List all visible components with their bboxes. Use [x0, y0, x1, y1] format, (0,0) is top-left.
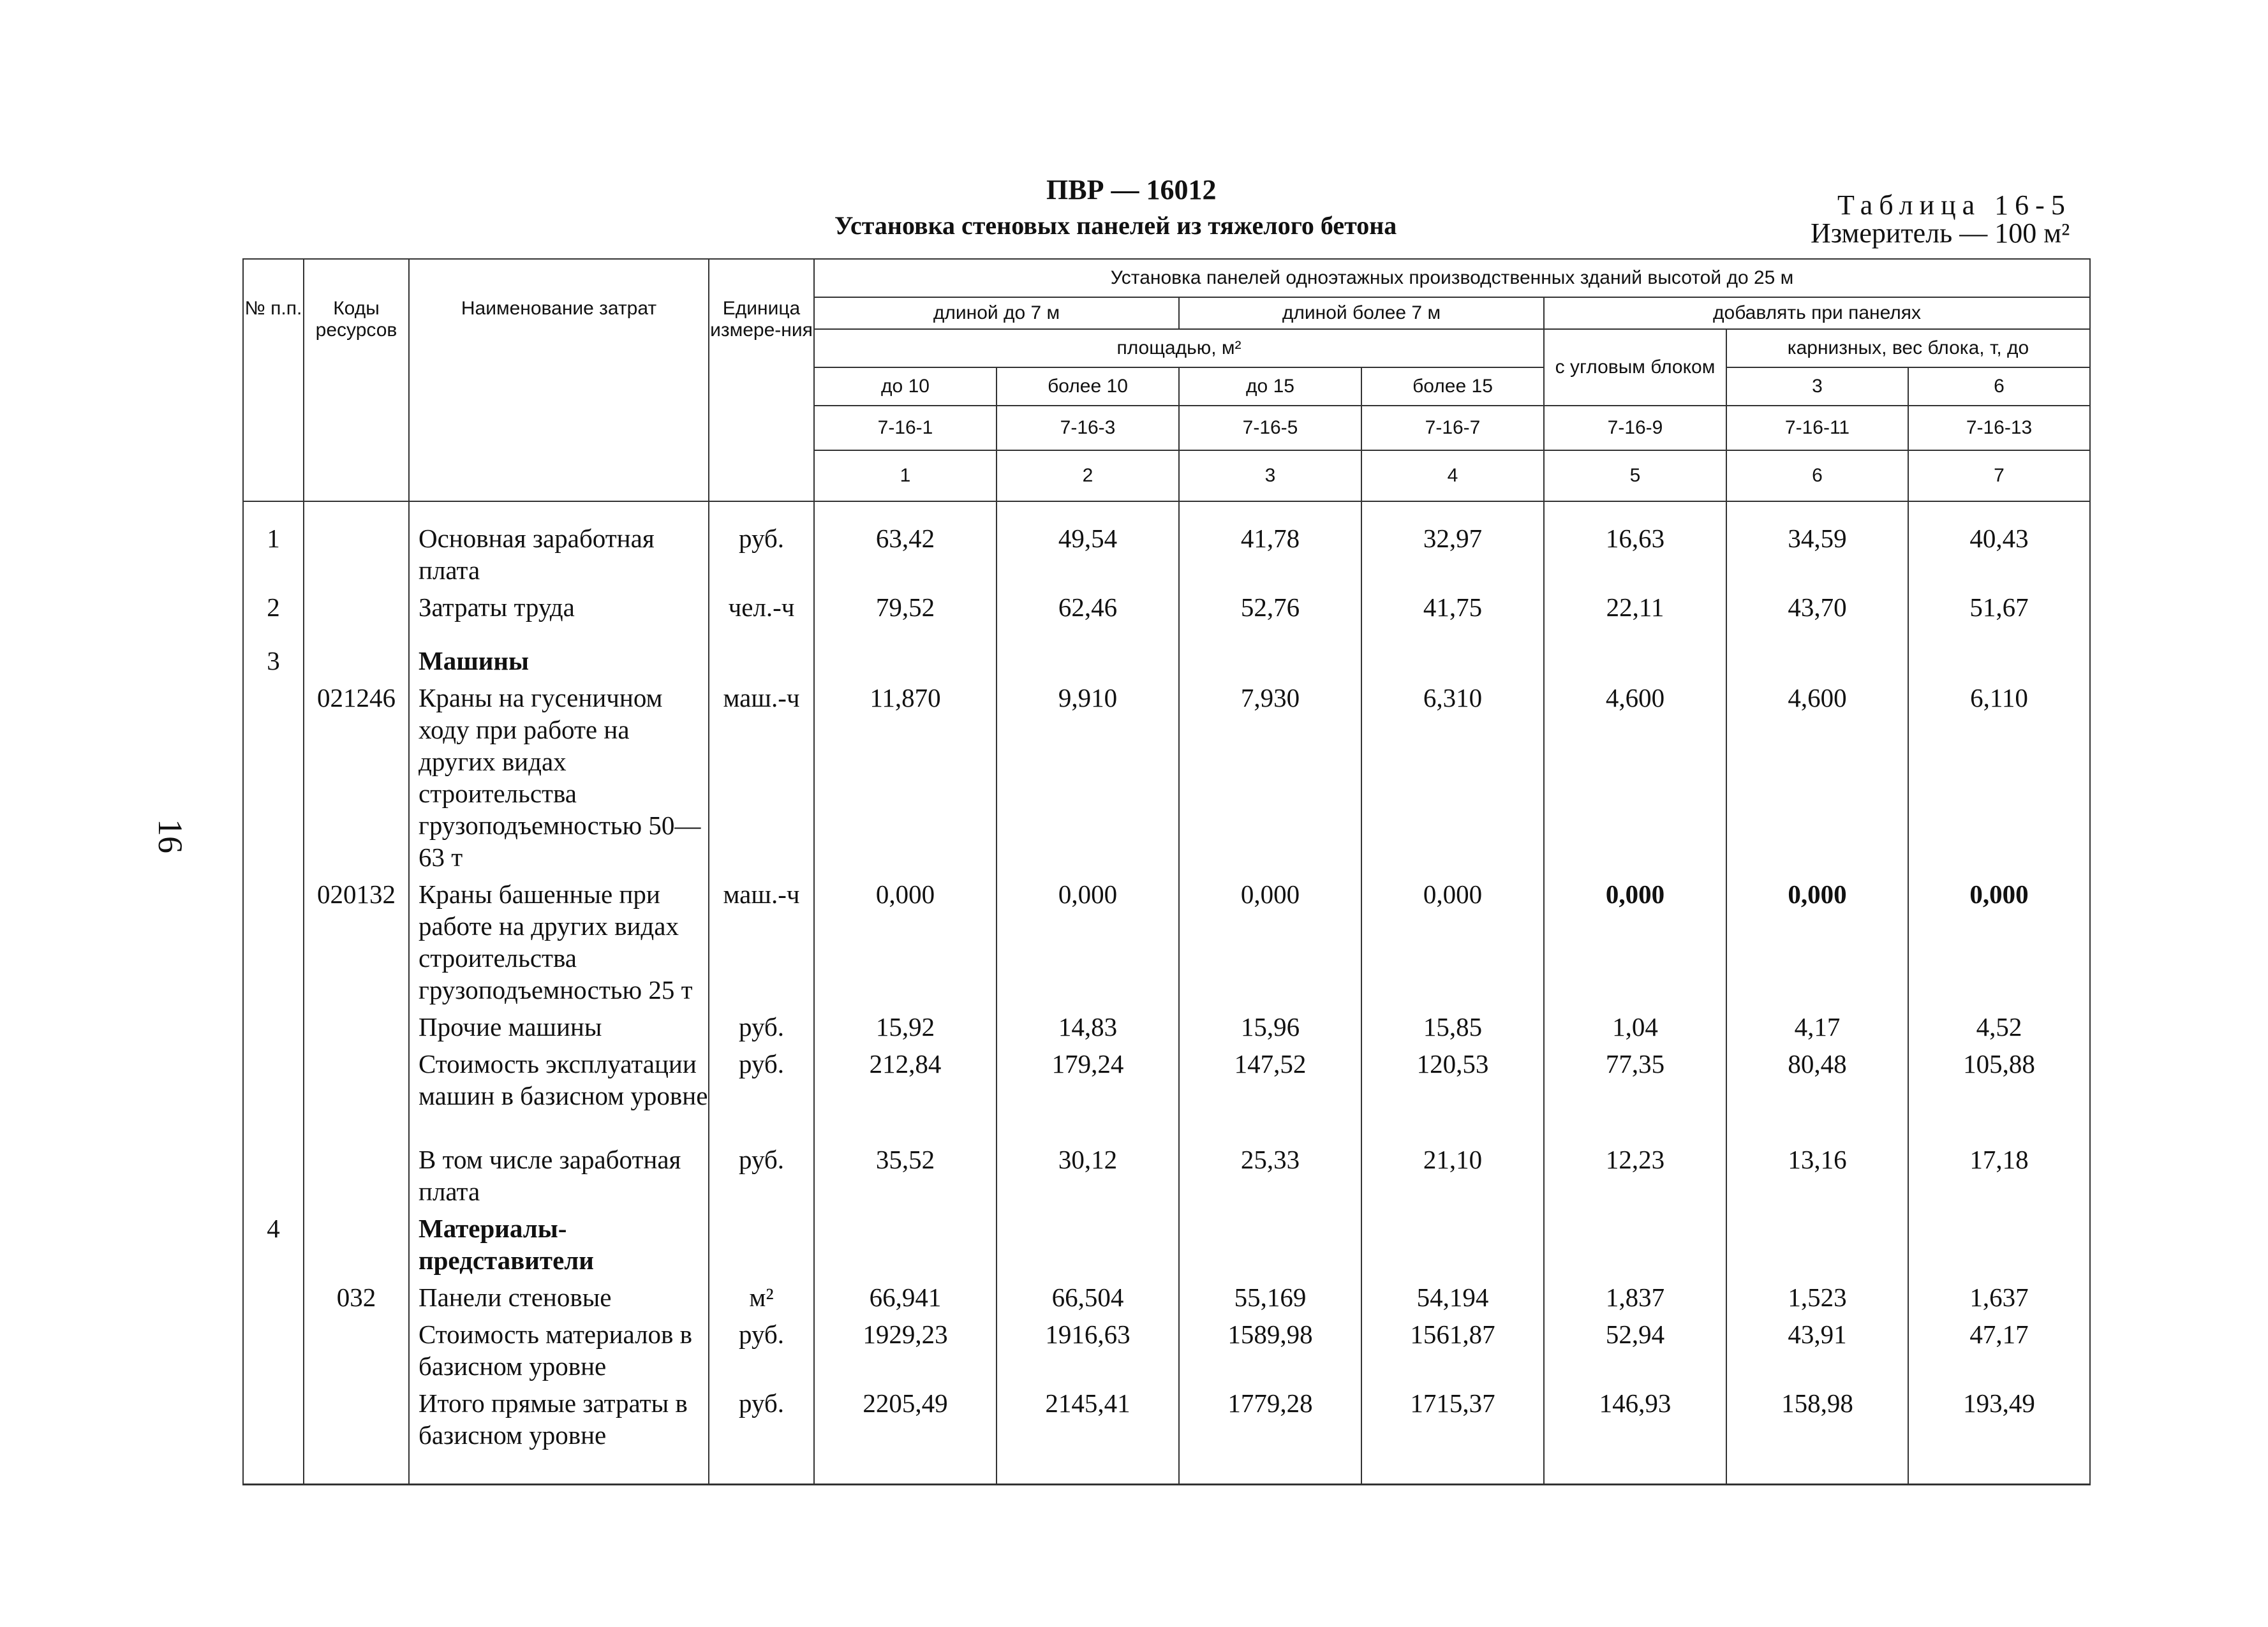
header-cornice-sub: 6: [1908, 367, 2090, 406]
header-sub: более 15: [1361, 367, 1544, 406]
row-number: [243, 1382, 304, 1484]
unit-of-measure: руб.: [709, 1382, 814, 1484]
cell-value: 77,35: [1544, 1043, 1726, 1138]
cost-name: Краны на гусеничном ходу при работе на других видах строительства грузоподъемностью 50—63 т: [409, 677, 709, 873]
header-group-title: Установка панелей одноэтажных производственных зданий высотой до 25 м: [814, 259, 2090, 297]
cell-value: 30,12: [997, 1138, 1179, 1207]
cell-value: [1179, 1207, 1361, 1276]
unit-of-measure: руб.: [709, 501, 814, 586]
cell-value: 147,52: [1179, 1043, 1361, 1138]
section-title: Материалы-представители: [409, 1207, 709, 1276]
cell-value: 1715,37: [1361, 1382, 1544, 1484]
row-number: 2: [243, 586, 304, 640]
cell-value: [1361, 640, 1544, 677]
unit-of-measure: маш.-ч: [709, 873, 814, 1006]
resource-code: [304, 586, 409, 640]
cell-value: [997, 1207, 1179, 1276]
cell-value: [814, 640, 997, 677]
table-row: [243, 873, 2090, 1006]
table-row: [243, 1138, 2090, 1207]
norms-table: [242, 258, 2091, 1485]
header-colnum: 4: [1361, 450, 1544, 501]
resource-code: 020132: [304, 873, 409, 1006]
unit-of-measure: маш.-ч: [709, 677, 814, 873]
header-sub: более 10: [997, 367, 1179, 406]
cell-value: 66,941: [814, 1276, 997, 1313]
cell-value: 158,98: [1726, 1382, 1908, 1484]
cell-value: 79,52: [814, 586, 997, 640]
cell-value: 15,85: [1361, 1006, 1544, 1043]
unit-of-measure: руб.: [709, 1006, 814, 1043]
page-number: 16: [151, 819, 189, 853]
unit-of-measure: [709, 1207, 814, 1276]
header-no: № п.п.: [243, 259, 304, 501]
header-norm-code: 7-16-11: [1726, 406, 1908, 450]
cell-value: 17,18: [1908, 1138, 2090, 1207]
row-number: [243, 1138, 304, 1207]
cell-value: 6,110: [1908, 677, 2090, 873]
header-corner: с угловым блоком: [1544, 329, 1726, 406]
cell-value: [1908, 640, 2090, 677]
cell-value: 0,000: [814, 873, 997, 1006]
table-row: [243, 586, 2090, 640]
resource-code: [304, 1207, 409, 1276]
cell-value: 11,870: [814, 677, 997, 873]
header-sub: до 15: [1179, 367, 1361, 406]
cost-name: Краны башенные при работе на других видах строительства грузоподъемностью 25 т: [409, 873, 709, 1006]
cell-value: 1916,63: [997, 1313, 1179, 1382]
cell-value: [1726, 1207, 1908, 1276]
table-row: [243, 677, 2090, 873]
cell-value: 15,96: [1179, 1006, 1361, 1043]
header-area: площадью, м²: [814, 329, 1544, 367]
cost-name: Стоимость эксплуатации машин в базисном уровне: [409, 1043, 709, 1138]
cost-name: Затраты труда: [409, 586, 709, 640]
cost-name: Прочие машины: [409, 1006, 709, 1043]
cell-value: 21,10: [1361, 1138, 1544, 1207]
unit-of-measure: руб.: [709, 1138, 814, 1207]
unit-of-measure: м²: [709, 1276, 814, 1313]
header-cornice: карнизных, вес блока, т, до: [1726, 329, 2090, 367]
cell-value: 0,000: [1179, 873, 1361, 1006]
cell-value: [814, 1207, 997, 1276]
measure-unit: Измеритель — 100 м²: [1811, 217, 2070, 249]
cell-value: 1561,87: [1361, 1313, 1544, 1382]
cell-value: 1,637: [1908, 1276, 2090, 1313]
cell-value: 35,52: [814, 1138, 997, 1207]
resource-code: [304, 1138, 409, 1207]
resource-code: [304, 1006, 409, 1043]
cell-value: [1179, 640, 1361, 677]
cell-value: 13,16: [1726, 1138, 1908, 1207]
table-body: [243, 501, 2090, 1484]
cell-value: 41,78: [1179, 501, 1361, 586]
cell-value: 0,000: [997, 873, 1179, 1006]
cell-value: 52,76: [1179, 586, 1361, 640]
cell-value: 0,000: [1726, 873, 1908, 1006]
header-colnum: 3: [1179, 450, 1361, 501]
cell-value: 193,49: [1908, 1382, 2090, 1484]
table-row: [243, 640, 2090, 677]
table-number: Таблица 16-5: [1837, 189, 2072, 221]
cell-value: [997, 640, 1179, 677]
header-add-panels: добавлять при панелях: [1544, 297, 2090, 329]
unit-of-measure: руб.: [709, 1313, 814, 1382]
cell-value: 34,59: [1726, 501, 1908, 586]
header-norm-code: 7-16-9: [1544, 406, 1726, 450]
unit-of-measure: [709, 640, 814, 677]
row-number: [243, 677, 304, 873]
cell-value: 179,24: [997, 1043, 1179, 1138]
header-len-over7: длиной более 7 м: [1179, 297, 1544, 329]
header-code: Коды ресурсов: [304, 259, 409, 501]
cell-value: 6,310: [1361, 677, 1544, 873]
cost-name: В том числе заработная плата: [409, 1138, 709, 1207]
cell-value: 212,84: [814, 1043, 997, 1138]
cell-value: 4,600: [1726, 677, 1908, 873]
resource-code: [304, 501, 409, 586]
cell-value: 32,97: [1361, 501, 1544, 586]
cell-value: 22,11: [1544, 586, 1726, 640]
cell-value: 63,42: [814, 501, 997, 586]
resource-code: 021246: [304, 677, 409, 873]
row-number: [243, 1043, 304, 1138]
resource-code: [304, 1043, 409, 1138]
cell-value: 41,75: [1361, 586, 1544, 640]
cell-value: 43,91: [1726, 1313, 1908, 1382]
resource-code: [304, 640, 409, 677]
section-title: Машины: [409, 640, 709, 677]
header-cornice-sub: 3: [1726, 367, 1908, 406]
table-row: [243, 1207, 2090, 1276]
row-number: [243, 1276, 304, 1313]
cell-value: 2205,49: [814, 1382, 997, 1484]
header-unit: Единица измере-ния: [709, 259, 814, 501]
table-row: [243, 1313, 2090, 1382]
cell-value: 9,910: [997, 677, 1179, 873]
table-row: [243, 1043, 2090, 1138]
cell-value: 16,63: [1544, 501, 1726, 586]
header-colnum: 2: [997, 450, 1179, 501]
header-norm-code: 7-16-5: [1179, 406, 1361, 450]
cell-value: 2145,41: [997, 1382, 1179, 1484]
cell-value: [1908, 1207, 2090, 1276]
cell-value: 146,93: [1544, 1382, 1726, 1484]
unit-of-measure: чел.-ч: [709, 586, 814, 640]
header-norm-code: 7-16-13: [1908, 406, 2090, 450]
cell-value: 1929,23: [814, 1313, 997, 1382]
cell-value: 54,194: [1361, 1276, 1544, 1313]
cell-value: 0,000: [1908, 873, 2090, 1006]
header-sub: до 10: [814, 367, 997, 406]
cell-value: 25,33: [1179, 1138, 1361, 1207]
cell-value: 120,53: [1361, 1043, 1544, 1138]
cell-value: 4,17: [1726, 1006, 1908, 1043]
header-norm-code: 7-16-1: [814, 406, 997, 450]
cell-value: 0,000: [1544, 873, 1726, 1006]
cell-value: 55,169: [1179, 1276, 1361, 1313]
resource-code: [304, 1382, 409, 1484]
cell-value: [1544, 1207, 1726, 1276]
cell-value: 47,17: [1908, 1313, 2090, 1382]
document-code: ПВР — 16012: [1046, 174, 1217, 205]
cost-name: Панели стеновые: [409, 1276, 709, 1313]
table-row: [243, 1276, 2090, 1313]
cell-value: 105,88: [1908, 1043, 2090, 1138]
cell-value: 1,837: [1544, 1276, 1726, 1313]
cell-value: 43,70: [1726, 586, 1908, 640]
cell-value: 14,83: [997, 1006, 1179, 1043]
cell-value: 12,23: [1544, 1138, 1726, 1207]
header-colnum: 6: [1726, 450, 1908, 501]
header-norm-code: 7-16-7: [1361, 406, 1544, 450]
header-len-upto7: длиной до 7 м: [814, 297, 1179, 329]
document-title: Установка стеновых панелей из тяжелого бетона: [834, 211, 1397, 240]
header-colnum: 5: [1544, 450, 1726, 501]
cell-value: 49,54: [997, 501, 1179, 586]
unit-of-measure: руб.: [709, 1043, 814, 1138]
table-row: [243, 501, 2090, 586]
cell-value: 7,930: [1179, 677, 1361, 873]
cell-value: 0,000: [1361, 873, 1544, 1006]
cost-name: Стоимость материалов в базисном уровне: [409, 1313, 709, 1382]
cell-value: 80,48: [1726, 1043, 1908, 1138]
cell-value: 15,92: [814, 1006, 997, 1043]
row-number: [243, 1006, 304, 1043]
cell-value: 4,600: [1544, 677, 1726, 873]
cell-value: 4,52: [1908, 1006, 2090, 1043]
cell-value: 51,67: [1908, 586, 2090, 640]
row-number: [243, 1313, 304, 1382]
cell-value: 1,523: [1726, 1276, 1908, 1313]
header-colnum: 7: [1908, 450, 2090, 501]
row-number: 1: [243, 501, 304, 586]
cell-value: 1589,98: [1179, 1313, 1361, 1382]
cell-value: 52,94: [1544, 1313, 1726, 1382]
cell-value: [1544, 640, 1726, 677]
row-number: 3: [243, 640, 304, 677]
header-name: Наименование затрат: [409, 259, 709, 501]
cost-name: Итого прямые затраты в базисном уровне: [409, 1382, 709, 1484]
resource-code: [304, 1313, 409, 1382]
cost-name: Основная заработная плата: [409, 501, 709, 586]
cell-value: 1779,28: [1179, 1382, 1361, 1484]
cell-value: [1361, 1207, 1544, 1276]
cell-value: 66,504: [997, 1276, 1179, 1313]
header-colnum: 1: [814, 450, 997, 501]
table-row: [243, 1006, 2090, 1043]
resource-code: 032: [304, 1276, 409, 1313]
row-number: [243, 873, 304, 1006]
cell-value: 1,04: [1544, 1006, 1726, 1043]
cell-value: 62,46: [997, 586, 1179, 640]
row-number: 4: [243, 1207, 304, 1276]
header-norm-code: 7-16-3: [997, 406, 1179, 450]
cell-value: 40,43: [1908, 501, 2090, 586]
cell-value: [1726, 640, 1908, 677]
table-row: [243, 1382, 2090, 1484]
